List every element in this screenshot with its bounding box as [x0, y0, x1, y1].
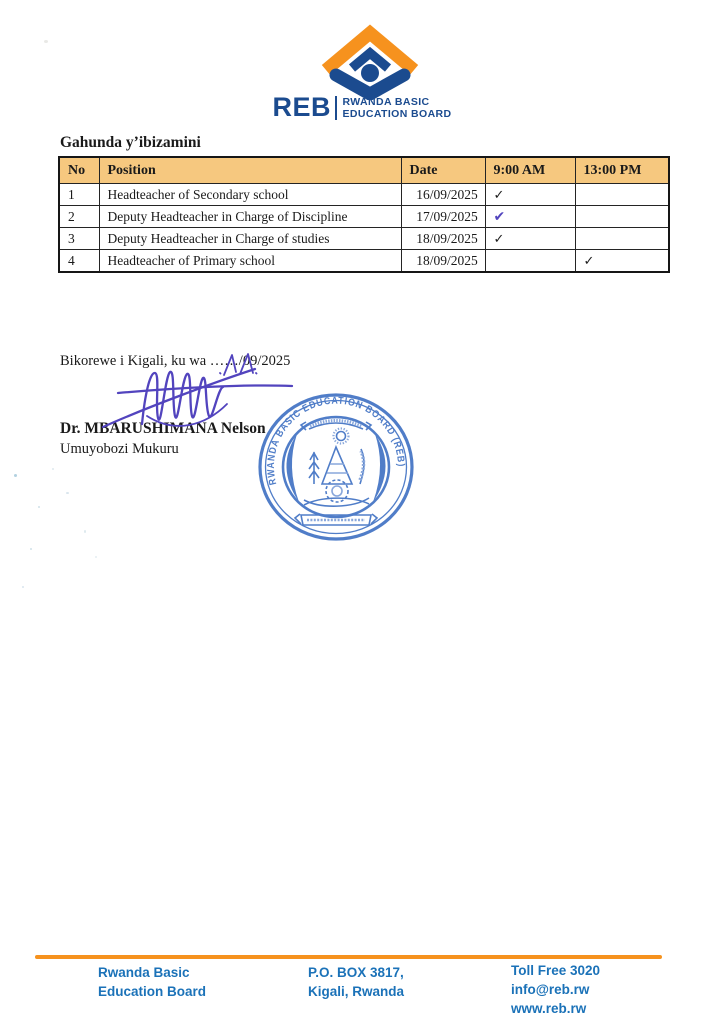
scan-speckle: [38, 506, 40, 508]
cell-date: 18/09/2025: [401, 228, 485, 250]
footer-address: [308, 963, 404, 1001]
scan-speckle: [44, 40, 48, 43]
table-row: [59, 184, 669, 206]
cell-position: Headteacher of Primary school: [99, 250, 401, 273]
table-row: [59, 228, 669, 250]
wordmark-divider: [335, 96, 338, 120]
cell-date: 18/09/2025: [401, 250, 485, 273]
brand-tagline-line1: RWANDA BASIC: [342, 95, 430, 108]
coat-of-arms: [286, 418, 385, 526]
cell-date: 16/09/2025: [401, 184, 485, 206]
scan-speckle: [95, 556, 97, 558]
footer-website: www.reb.rw: [511, 1001, 587, 1016]
cell-no: 2: [59, 206, 99, 228]
table-header-row: [59, 157, 669, 184]
footer-org-line2: Education Board: [98, 984, 207, 999]
cell-position: Headteacher of Secondary school: [99, 184, 401, 206]
table-row: [59, 206, 669, 228]
scan-speckle: [22, 586, 24, 588]
checkmark-ink: ✔: [493, 208, 506, 225]
table-row: [59, 250, 669, 273]
scan-speckle: [30, 548, 32, 550]
signatory-name: Dr. MBARUSHIMANA Nelson: [60, 420, 266, 437]
footer-address-line2: Kigali, Rwanda: [308, 984, 405, 999]
footer-org-line1: Rwanda Basic: [98, 965, 190, 980]
cell-no: 3: [59, 228, 99, 250]
cell-position: Deputy Headteacher in Charge of studies: [99, 228, 401, 250]
header-no: No: [59, 157, 99, 184]
footer-address-line1: P.O. BOX 3817,: [308, 965, 404, 980]
page-title: Gahunda y’ibizamini: [60, 134, 201, 151]
scan-speckle: [84, 530, 86, 533]
cell-no: 4: [59, 250, 99, 273]
stamp-text: RWANDA BASIC EDUCATION BOARD (REB): [265, 395, 407, 487]
reb-logo-icon: [314, 24, 426, 100]
checkmark: ✓: [493, 231, 505, 247]
scan-speckle: [14, 474, 17, 477]
cell-position: Deputy Headteacher in Charge of Discipline: [99, 206, 401, 228]
cell-no: 1: [59, 184, 99, 206]
brand-tagline: [342, 96, 451, 120]
footer-org: [98, 963, 206, 1001]
header-position: Position: [99, 157, 401, 184]
official-stamp: [256, 392, 416, 544]
footer-contact: [511, 961, 600, 1018]
header-date: Date: [401, 157, 485, 184]
footer-tollfree: Toll Free 3020: [511, 963, 601, 978]
cell-date: 17/09/2025: [401, 206, 485, 228]
scan-speckle: [52, 468, 54, 470]
brand-tagline-line2: EDUCATION BOARD: [342, 107, 452, 120]
signatory-title: Umuyobozi Mukuru: [60, 441, 179, 457]
checkmark: ✓: [493, 187, 505, 203]
brand-text: REB: [272, 92, 331, 122]
place-date-line: Bikorewe i Kigali, ku wa ……/09/2025: [60, 353, 291, 369]
checkmark: ✓: [583, 253, 595, 269]
exam-schedule-table: [58, 156, 670, 273]
header-13pm: 13:00 PM: [575, 157, 669, 184]
scan-speckle: [66, 492, 69, 494]
reb-wordmark: [0, 94, 724, 121]
footer-divider: [35, 955, 662, 959]
footer-email: info@reb.rw: [511, 982, 590, 997]
header-9am: 9:00 AM: [485, 157, 575, 184]
